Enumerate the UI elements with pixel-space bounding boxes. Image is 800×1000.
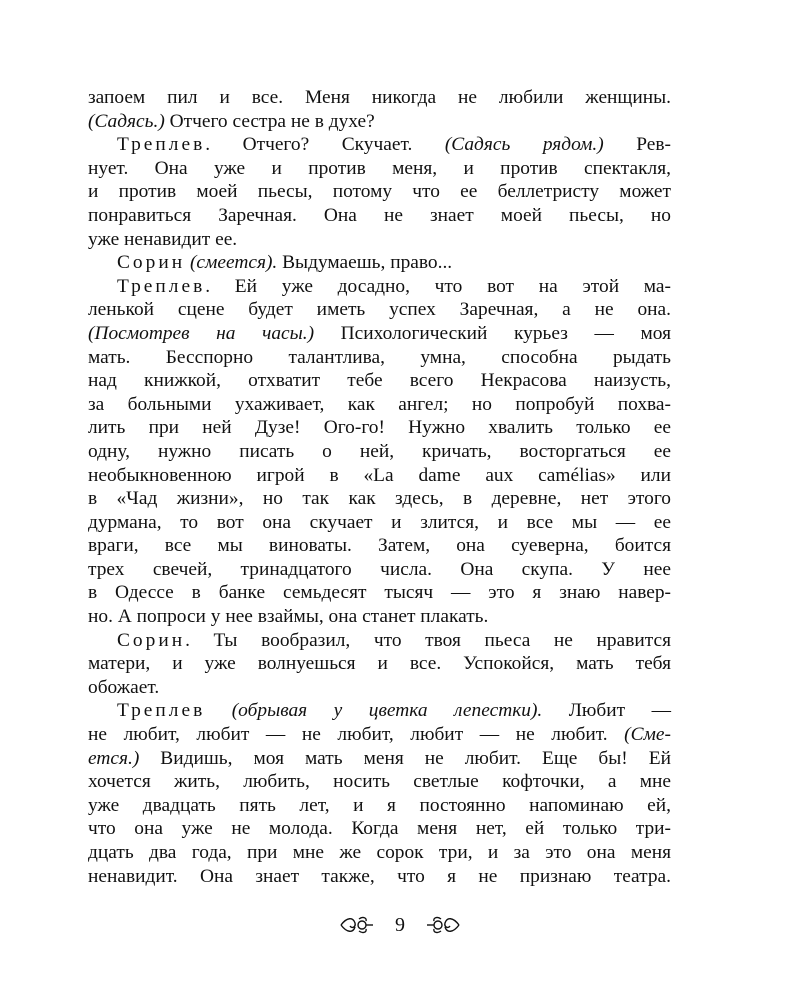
text-line: матери, и уже волнуешься и все. Успокойся, мать тебя — [88, 653, 671, 675]
text-line: в Одессе в банке семьдесят тысяч — это я знаю навер- — [88, 582, 671, 604]
text-line: мать. Бесспорно талантлива, умна, способна рыдать — [88, 346, 671, 368]
speech-line — [88, 699, 671, 723]
text-line: дцать два года, при мне же сорок три, и за это она меня — [88, 842, 671, 863]
text-fragment: Любит — — [542, 700, 671, 722]
text-line: над книжкой, отхватит тебе всего Некрасова наизусть, — [88, 370, 671, 392]
stage-direction: (Садясь.) — [88, 110, 165, 132]
speaker-name: Треплев — [117, 275, 206, 297]
text-fragment: Выдумаешь, право... — [277, 252, 453, 274]
text-line: хочется жить, любить, носить светлые кофточки, а мне — [88, 771, 671, 793]
speaker-name: Треплев — [117, 700, 206, 722]
text-line — [88, 110, 671, 134]
stage-direction: (Сме- — [624, 724, 671, 746]
speaker-name: Треплев — [117, 134, 206, 156]
text-line — [88, 723, 671, 747]
text-line: лить при ней Дузе! Ого-го! Нужно хвалить только ее — [88, 417, 671, 439]
page-footer — [0, 907, 800, 943]
text-line: ненавидит. Она знает также, что я не признаю театра. — [88, 865, 671, 887]
text-line: необыкновенною игрой в «La dame aux camélias» или — [88, 464, 671, 486]
text-line — [88, 747, 671, 771]
stage-direction: (обрывая у цветка лепестки). — [231, 700, 543, 722]
text-line: в «Чад жизни», но так как здесь, в деревне, нет этого — [88, 488, 671, 510]
text-line: понравиться Заречная. Она не знает моей пьесы, но — [88, 204, 671, 226]
stage-direction: (Садясь рядом.) — [444, 134, 604, 156]
text-fragment: . Ты вообразил, что твоя пьеса не нравится — [185, 629, 671, 651]
speech-line — [88, 629, 671, 653]
speech-line — [88, 133, 671, 157]
left-ornament-icon — [339, 914, 375, 936]
speech-line — [88, 251, 671, 275]
text-fragment: Видишь, моя мать меня не любит. Еще бы! Ей — [139, 747, 671, 769]
text-line: уже ненавидит ее. — [88, 228, 238, 250]
text-fragment — [205, 700, 231, 721]
text-line: нует. Она уже и против меня, и против спектакля, — [88, 157, 671, 179]
text-line: трех свечей, тринадцатого числа. Она скупа. У нее — [88, 558, 671, 580]
text-line — [88, 322, 671, 346]
speaker-name: Сорин — [117, 629, 186, 651]
text-line: за больными ухаживает, как ангел; но попробуй похва- — [88, 393, 671, 415]
page-number: 9 — [395, 913, 405, 936]
text-line: запоем пил и все. Меня никогда не любили женщины. — [88, 87, 671, 108]
stage-direction: (смеется). — [189, 252, 278, 274]
page-text — [88, 86, 671, 888]
text-fragment: Психологический курьез — моя — [314, 322, 671, 344]
right-ornament-icon — [425, 914, 461, 936]
text-fragment: Отчего сестра не в духе? — [164, 110, 375, 132]
text-line: одну, нужно писать о ней, кричать, восторгаться ее — [88, 440, 671, 462]
text-fragment: . Ей уже досадно, что вот на этой ма- — [205, 275, 671, 297]
text-line: дурмана, то вот она скучает и злится, и все мы — ее — [88, 511, 671, 533]
stage-direction: ется.) — [88, 747, 140, 769]
text-line: уже двадцать пять лет, и я постоянно напоминаю ей, — [88, 794, 671, 816]
text-line: обожает. — [88, 676, 160, 698]
text-line: и против моей пьесы, потому что ее беллетристу может — [88, 181, 671, 203]
text-line: что она уже не молода. Когда меня нет, ей только три- — [88, 818, 671, 840]
text-line: враги, все мы виноваты. Затем, она суеверна, боится — [88, 535, 671, 557]
stage-direction: (Посмотрев на часы.) — [88, 322, 315, 344]
text-fragment: Рев- — [603, 134, 671, 156]
text-line: но. А попроси у нее взаймы, она станет плакать. — [88, 606, 489, 628]
text-line: ленькой сцене будет иметь успех Заречная, а не она. — [88, 299, 671, 321]
speech-line — [88, 275, 671, 299]
text-fragment: . Отчего? Скучает. — [205, 134, 445, 156]
speaker-name: Сорин — [117, 252, 186, 274]
text-fragment: не любит, любит — не любит, любит — не любит. — [88, 724, 625, 746]
